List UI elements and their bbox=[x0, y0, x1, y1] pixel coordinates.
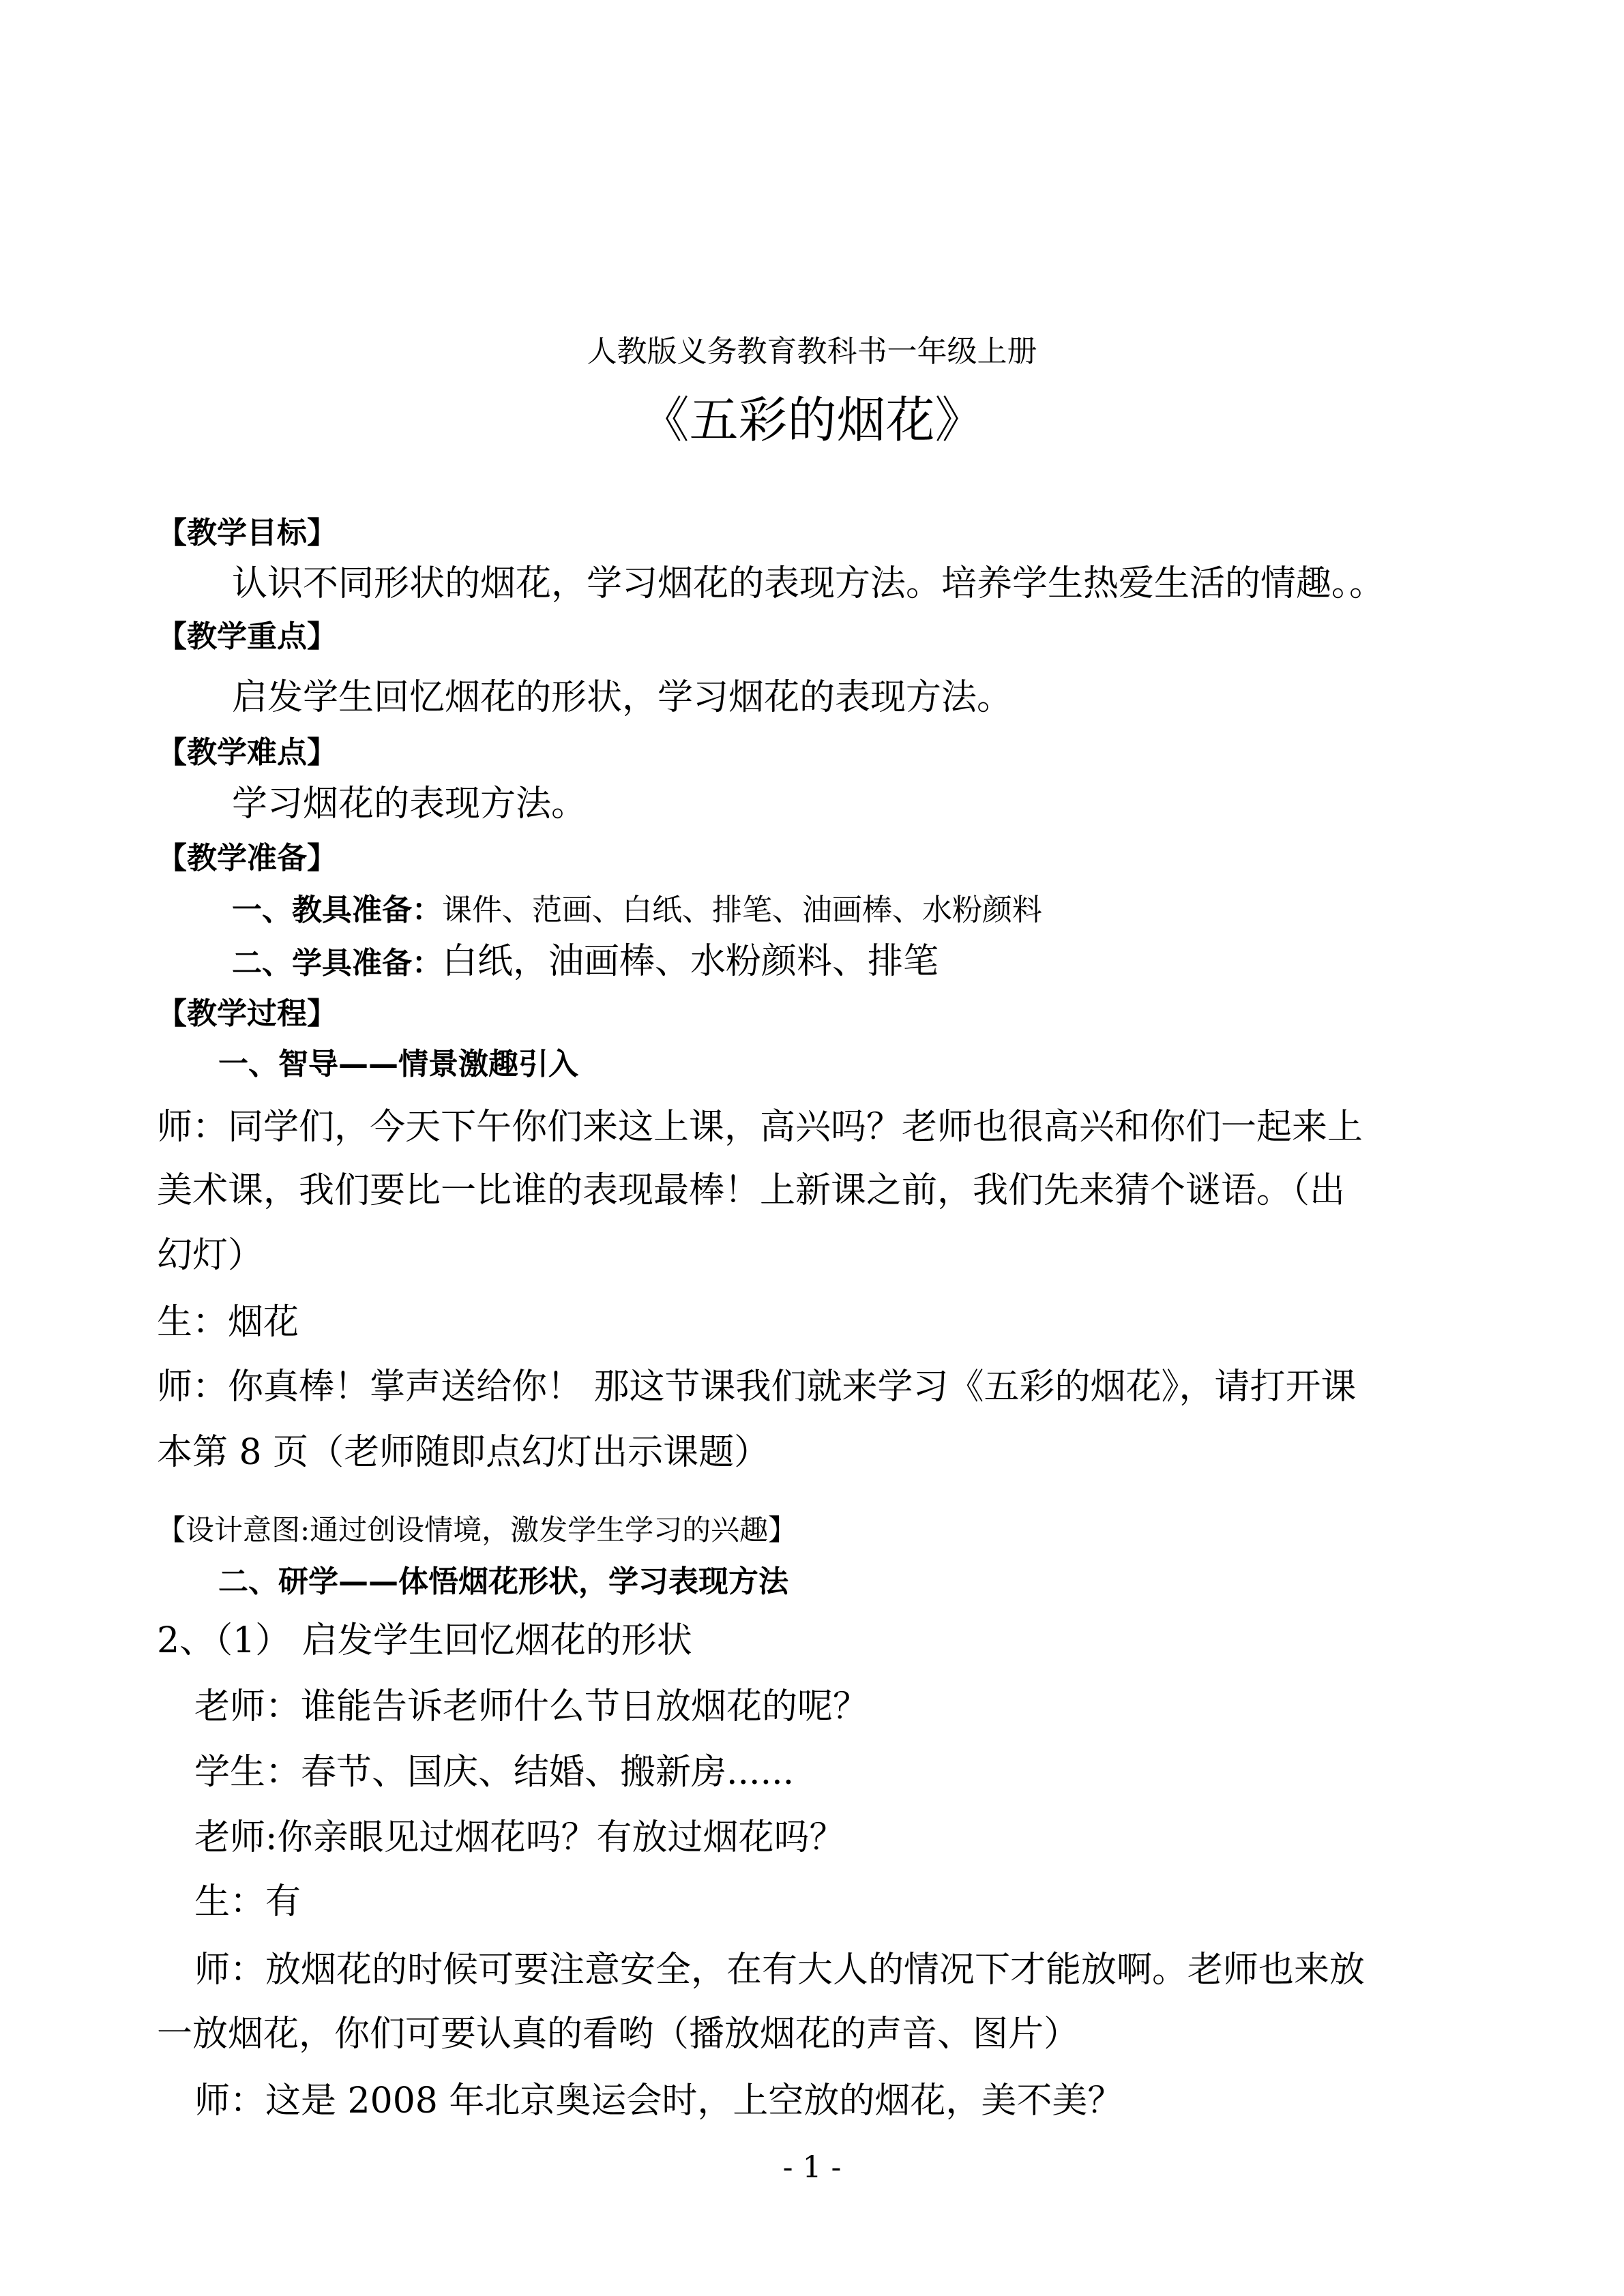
page-number: - 1 - bbox=[782, 2150, 842, 2185]
prep-item-2-label: 二、学具准备： bbox=[232, 946, 442, 981]
paragraph-1-line-2: 美术课，我们要比一比谁的表现最棒！上新课之前，我们先来猜个谜语。（出 bbox=[157, 1170, 1346, 1211]
key-heading: 【教学重点】 bbox=[157, 619, 337, 654]
prep-item-2-text: 白纸，油画棒、水粉颜料、排笔 bbox=[442, 941, 939, 982]
paragraph-9-line-2: 一放烟花，你们可要认真的看哟（播放烟花的声音、图片） bbox=[157, 2014, 1080, 2055]
paragraph-10: 师：这是 2008 年北京奥运会时，上空放的烟花，美不美？ bbox=[194, 2081, 1123, 2121]
prep-item-1 bbox=[232, 895, 1042, 925]
paragraph-1-line-3: 幻灯） bbox=[157, 1235, 264, 1276]
paragraph-7: 老师:你亲眼见过烟花吗？有放过烟花吗？ bbox=[194, 1817, 845, 1858]
goal-heading: 【教学目标】 bbox=[157, 516, 337, 550]
goal-text: 认识不同形状的烟花，学习烟花的表现方法。培养学生热爱生活的情趣。。 bbox=[232, 563, 1385, 604]
paragraph-6: 学生：春节、国庆、结婚、搬新房...... bbox=[194, 1752, 795, 1793]
difficulty-text: 学习烟花的表现方法。 bbox=[232, 784, 587, 824]
prep-item-1-text: 课件、范画、白纸、排笔、油画棒、水粉颜料 bbox=[442, 893, 1042, 927]
paragraph-5: 老师：谁能告诉老师什么节日放烟花的呢？ bbox=[194, 1686, 869, 1727]
design-note: 【设计意图:通过创设情境，激发学生学习的兴趣】 bbox=[157, 1513, 797, 1547]
paragraph-3-line-1: 师：你真棒！掌声送给你！ 那这节课我们就来学习《五彩的烟花》，请打开课 bbox=[157, 1367, 1357, 1407]
key-text: 启发学生回忆烟花的形状，学习烟花的表现方法。 bbox=[232, 677, 1013, 718]
prep-item-1-label: 一、教具准备： bbox=[232, 893, 442, 927]
process-heading: 【教学过程】 bbox=[157, 996, 337, 1031]
paragraph-4: 2、（1） 启发学生回忆烟花的形状 bbox=[157, 1620, 692, 1661]
step2-heading: 二、研学——体悟烟花形状，学习表现方法 bbox=[218, 1564, 788, 1599]
step1-heading: 一、智导——情景激趣引入 bbox=[218, 1047, 578, 1082]
paragraph-8: 生：有 bbox=[194, 1881, 301, 1922]
paragraph-9-line-1: 师：放烟花的时候可要注意安全，在有大人的情况下才能放啊。老师也来放 bbox=[194, 1950, 1365, 1991]
prep-heading: 【教学准备】 bbox=[157, 841, 337, 876]
document-subtitle: 人教版义务教育教科书一年级上册 bbox=[587, 334, 1037, 369]
paragraph-1-line-1: 师：同学们，今天下午你们来这上课，高兴吗？老师也很高兴和你们一起来上 bbox=[157, 1107, 1363, 1148]
paragraph-3-line-2: 本第 8 页（老师随即点幻灯出示课题） bbox=[157, 1432, 770, 1473]
difficulty-heading: 【教学难点】 bbox=[157, 735, 337, 770]
paragraph-2: 生：烟花 bbox=[157, 1302, 299, 1343]
prep-item-2 bbox=[232, 941, 939, 982]
document-title: 《五彩的烟花》 bbox=[640, 391, 984, 449]
